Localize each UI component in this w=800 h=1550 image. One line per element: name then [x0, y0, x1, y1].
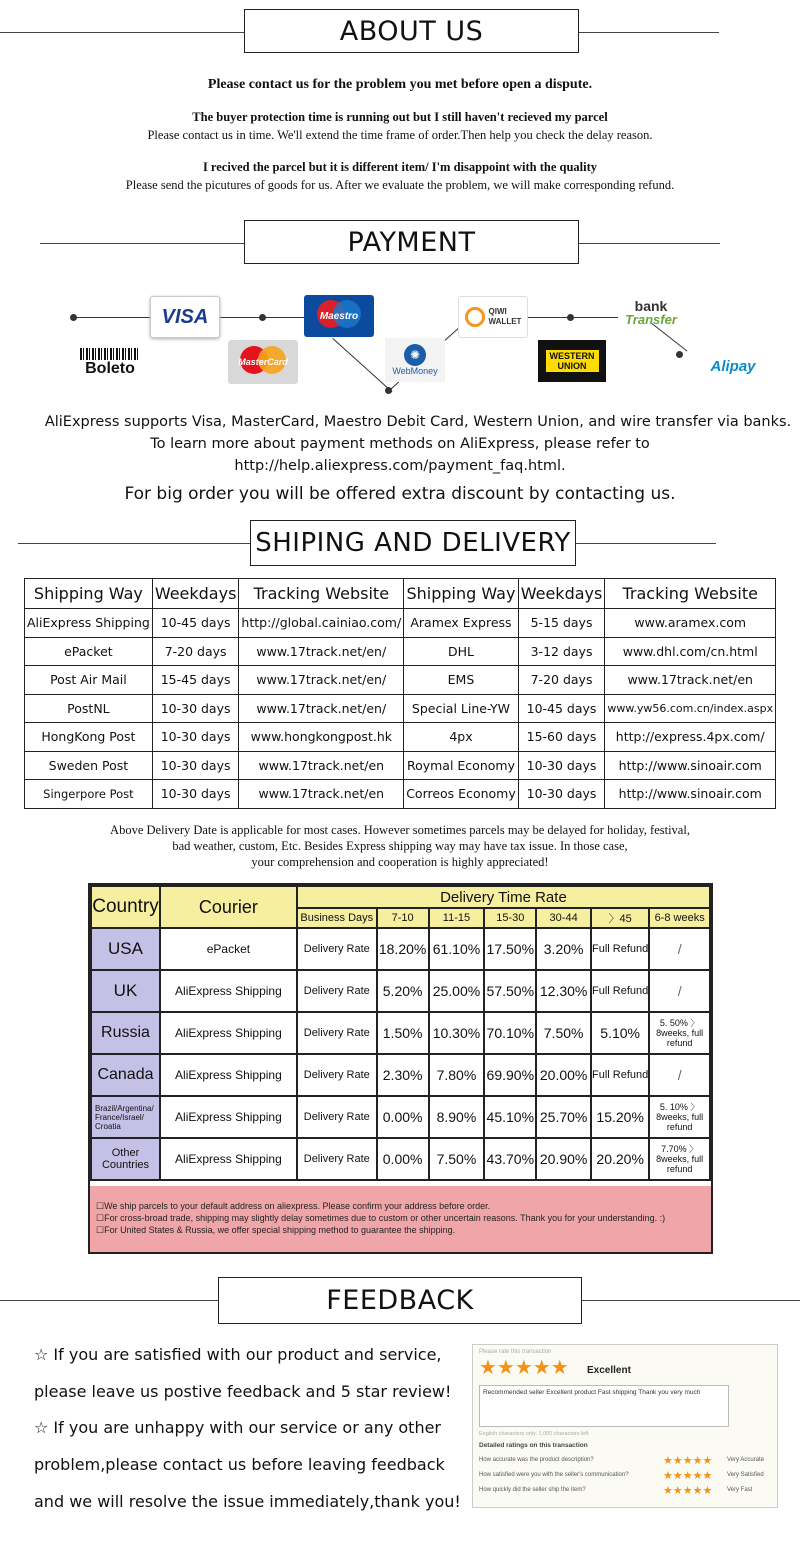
rate-note: ☐For cross-broad trade, shipping may slightly delay sometimes due to custom or other uncertain reasons. Thank you for your understanding. :) [96, 1213, 666, 1223]
rate-cell: 3.20% [536, 928, 591, 970]
sub-header: 7-10 [377, 908, 429, 928]
rate-cell: 8.90% [429, 1096, 485, 1138]
table-cell: HongKong Post [25, 723, 153, 752]
table-row [91, 1054, 710, 1096]
rate-cell: 43.70% [484, 1138, 536, 1180]
feedback-line-5: and we will resolve the issue immediately,thank you! [34, 1492, 461, 1511]
rate-label: Delivery Rate [297, 1138, 377, 1180]
feedback-line-3: ☆ If you are unhappy with our service or any other [34, 1418, 442, 1437]
sub-header: 6-8 weeks [649, 908, 710, 928]
table-row [25, 666, 776, 695]
detail-stars: ★★★★★ [663, 1470, 713, 1482]
rate-cell: 15.20% [591, 1096, 649, 1138]
country-cell: UK [91, 970, 160, 1012]
table-cell: EMS [404, 666, 519, 695]
rate-cell: 7.70% 〉8weeks, full refund [649, 1138, 710, 1180]
shipping-note-1: Above Delivery Date is applicable for most cases. However sometimes parcels may be delayed for holiday, festival, [110, 823, 690, 837]
detail-answer: Very Accurate [727, 1457, 765, 1463]
col-header: Tracking Website [605, 579, 776, 609]
col-header: Shipping Way [404, 579, 519, 609]
table-cell: www.yw56.com.cn/index.aspx [605, 694, 776, 723]
table-cell: www.17track.net/en/ [239, 637, 404, 666]
feedback-header [0, 1277, 800, 1323]
sub-header: 15-30 [484, 908, 536, 928]
webmoney-logo: ✺ WebMoney [385, 338, 445, 382]
detail-question: How satisfied were you with the seller's communication? [479, 1472, 629, 1478]
shipping-header [0, 520, 800, 566]
maestro-logo: Maestro [304, 295, 374, 337]
table-cell: 10-45 days [518, 694, 605, 723]
shipping-table [24, 578, 776, 809]
rate-cell: 25.00% [429, 970, 485, 1012]
rate-cell: 69.90% [484, 1054, 536, 1096]
rate-cell: 5.10% [591, 1012, 649, 1054]
delivery-rate-table [88, 883, 713, 1254]
rate-cell: Full Refund [591, 1054, 649, 1096]
rate-cell: 5. 50% 〉8weeks, full refund [649, 1012, 710, 1054]
rate-label: Delivery Rate [297, 970, 377, 1012]
table-cell: 15-60 days [518, 723, 605, 752]
detail-question: How accurate was the product description? [479, 1457, 594, 1463]
country-cell: Brazil/Argentina/ France/Israel/ Croatia [91, 1096, 160, 1138]
rate-cell: 20.90% [536, 1138, 591, 1180]
review-rating-label: Excellent [587, 1365, 631, 1376]
rate-header: Delivery Time Rate [297, 886, 710, 908]
rate-cell: / [649, 928, 710, 970]
rate-cell: 57.50% [484, 970, 536, 1012]
visa-logo: VISA [150, 296, 220, 338]
rate-cell: 20.20% [591, 1138, 649, 1180]
table-row [91, 1138, 710, 1180]
about-q2-body: Please send the picutures of goods for us. After we evaluate the problem, we will make corresponding refund. [125, 178, 675, 192]
table-cell: http://express.4px.com/ [605, 723, 776, 752]
rate-label: Delivery Rate [297, 1096, 377, 1138]
feedback-line-4: problem,please contact us before leaving feedback [34, 1455, 445, 1474]
courier-cell: AliExpress Shipping [160, 1096, 297, 1138]
rate-cell: 2.30% [377, 1054, 429, 1096]
table-cell: http://global.cainiao.com/ [239, 609, 404, 638]
col-header: Shipping Way [25, 579, 153, 609]
table-row [25, 723, 776, 752]
bank-transfer-logo: bank Transfer [625, 298, 677, 327]
rate-note: ☐For United States & Russia, we offer special shipping method to guarantee the shipping. [96, 1225, 456, 1235]
about-header [0, 9, 800, 55]
feedback-line-2: please leave us postive feedback and 5 star review! [34, 1382, 452, 1401]
about-q1-title: The buyer protection time is running out but I still haven't recieved my parcel [192, 110, 608, 124]
sub-header: 11-15 [429, 908, 485, 928]
table-cell: Special Line-YW [404, 694, 519, 723]
sub-header: 〉45 [591, 908, 649, 928]
table-cell: www.hongkongpost.hk [239, 723, 404, 752]
feedback-title: FEEDBACK [218, 1277, 582, 1324]
detail-stars: ★★★★★ [663, 1455, 713, 1467]
shipping-note-2: bad weather, custom, Etc. Besides Express shipping way may have tax issue. In those case, [172, 839, 628, 853]
alipay-logo: Alipay [710, 357, 756, 375]
table-cell: www.17track.net/en/ [239, 666, 404, 695]
country-cell: Russia [91, 1012, 160, 1054]
qiwi-logo: QIWI WALLET [458, 296, 528, 338]
table-cell: www.dhl.com/cn.html [605, 637, 776, 666]
feedback-line-1: ☆ If you are satisfied with our product and service, [34, 1345, 442, 1364]
table-cell: 15-45 days [152, 666, 239, 695]
rate-cell: 0.00% [377, 1096, 429, 1138]
sub-header: Business Days [297, 908, 377, 928]
table-cell: www.17track.net/en [605, 666, 776, 695]
table-cell: Post Air Mail [25, 666, 153, 695]
courier-cell: AliExpress Shipping [160, 1138, 297, 1180]
table-cell: 10-30 days [518, 780, 605, 809]
table-cell: www.17track.net/en/ [239, 694, 404, 723]
rate-cell: Full Refund [591, 970, 649, 1012]
rate-cell: 7.80% [429, 1054, 485, 1096]
shipping-title: SHIPING AND DELIVERY [250, 520, 576, 566]
rate-cell: 17.50% [484, 928, 536, 970]
rate-cell: 18.20% [377, 928, 429, 970]
detail-answer: Very Satisfied [727, 1472, 764, 1478]
payment-discount-note: For big order you will be offered extra discount by contacting us. [124, 484, 676, 504]
rate-label: Delivery Rate [297, 1012, 377, 1054]
table-cell: ePacket [25, 637, 153, 666]
table-cell: PostNL [25, 694, 153, 723]
table-cell: 3-12 days [518, 637, 605, 666]
rate-cell: / [649, 970, 710, 1012]
table-cell: www.aramex.com [605, 609, 776, 638]
table-cell: 4px [404, 723, 519, 752]
table-cell: 10-30 days [152, 780, 239, 809]
courier-cell: AliExpress Shipping [160, 1012, 297, 1054]
table-row [25, 751, 776, 780]
country-cell: USA [91, 928, 160, 970]
table-cell: 7-20 days [518, 666, 605, 695]
about-title: ABOUT US [244, 9, 579, 53]
country-cell: Canada [91, 1054, 160, 1096]
table-cell: Aramex Express [404, 609, 519, 638]
detail-answer: Very Fast [727, 1487, 753, 1493]
shipping-header-row [25, 579, 776, 609]
rate-cell: / [649, 1054, 710, 1096]
rate-cell: 12.30% [536, 970, 591, 1012]
table-cell: 10-30 days [152, 694, 239, 723]
table-row [25, 609, 776, 638]
review-chars-note: English characters only. 1,000 characters left. [479, 1431, 590, 1437]
payment-line-2: To learn more about payment methods on AliExpress, please refer to [150, 436, 650, 452]
shipping-note-3: your comprehension and cooperation is highly appreciated! [251, 855, 549, 869]
detail-question: How quickly did the seller ship the item? [479, 1487, 586, 1493]
table-cell: 7-20 days [152, 637, 239, 666]
country-cell: Other Countries [91, 1138, 160, 1180]
sub-header: 30-44 [536, 908, 591, 928]
review-screenshot [472, 1344, 778, 1508]
about-q1-body: Please contact us in time. We'll extend the time frame of order.Then help you check the delay reason. [147, 128, 653, 142]
country-header: Country [91, 886, 160, 928]
courier-cell: AliExpress Shipping [160, 970, 297, 1012]
boleto-logo: Boleto [76, 346, 144, 380]
review-detail-title: Detailed ratings on this transaction [479, 1442, 588, 1449]
rate-cell: 7.50% [429, 1138, 485, 1180]
table-cell: http://www.sinoair.com [605, 751, 776, 780]
table-cell: 10-30 days [518, 751, 605, 780]
rate-cell: 70.10% [484, 1012, 536, 1054]
table-cell: Correos Economy [404, 780, 519, 809]
western-union-logo: WESTERN UNION [538, 340, 606, 382]
rate-cell: 45.10% [484, 1096, 536, 1138]
payment-header [0, 220, 800, 266]
table-cell: www.17track.net/en [239, 751, 404, 780]
col-header: Weekdays [518, 579, 605, 609]
table-cell: 10-45 days [152, 609, 239, 638]
table-cell: 5-15 days [518, 609, 605, 638]
rate-cell: 7.50% [536, 1012, 591, 1054]
table-row [91, 1096, 710, 1138]
rate-label: Delivery Rate [297, 1054, 377, 1096]
detail-stars: ★★★★★ [663, 1485, 713, 1497]
rate-cell: Full Refund [591, 928, 649, 970]
table-row [91, 970, 710, 1012]
review-prompt: Please rate this transaction [479, 1349, 552, 1355]
about-q2-title: I recived the parcel but it is different item/ I'm disappoint with the quality [202, 160, 598, 174]
rate-label: Delivery Rate [297, 928, 377, 970]
table-cell: 10-30 days [152, 751, 239, 780]
table-row [25, 694, 776, 723]
rate-cell: 1.50% [377, 1012, 429, 1054]
rate-cell: 25.70% [536, 1096, 591, 1138]
review-comment: Recommended seller Excellent product Fast shipping Thank you very much [479, 1385, 729, 1427]
payment-line-1: AliExpress supports Visa, MasterCard, Maestro Debit Card, Western Union, and wire transfer via banks. [44, 414, 792, 430]
table-cell: Sweden Post [25, 751, 153, 780]
courier-cell: ePacket [160, 928, 297, 970]
courier-cell: AliExpress Shipping [160, 1054, 297, 1096]
about-lead: Please contact us for the problem you met before open a dispute. [207, 77, 593, 92]
mastercard-logo: MasterCard [228, 340, 298, 384]
table-cell: http://www.sinoair.com [605, 780, 776, 809]
rate-cell: 20.00% [536, 1054, 591, 1096]
review-stars: ★★★★★ [479, 1357, 569, 1379]
rate-notes [90, 1186, 711, 1252]
rate-cell: 5. 10% 〉8weeks, full refund [649, 1096, 710, 1138]
table-cell: Roymal Economy [404, 751, 519, 780]
rate-cell: 0.00% [377, 1138, 429, 1180]
table-row [25, 637, 776, 666]
payment-faq-link[interactable]: http://help.aliexpress.com/payment_faq.html. [234, 458, 566, 474]
table-row [25, 780, 776, 809]
table-cell: AliExpress Shipping [25, 609, 153, 638]
table-cell: www.17track.net/en [239, 780, 404, 809]
table-cell: 10-30 days [152, 723, 239, 752]
table-row [91, 1012, 710, 1054]
table-cell: DHL [404, 637, 519, 666]
table-cell: Singerpore Post [25, 780, 153, 809]
col-header: Tracking Website [239, 579, 404, 609]
rate-cell: 10.30% [429, 1012, 485, 1054]
courier-header: Courier [160, 886, 297, 928]
payment-title: PAYMENT [244, 220, 579, 264]
col-header: Weekdays [152, 579, 239, 609]
rate-note: ☐We ship parcels to your default address on aliexpress. Please confirm your address before order. [96, 1201, 491, 1211]
rate-cell: 5.20% [377, 970, 429, 1012]
rate-cell: 61.10% [429, 928, 485, 970]
table-row [91, 928, 710, 970]
